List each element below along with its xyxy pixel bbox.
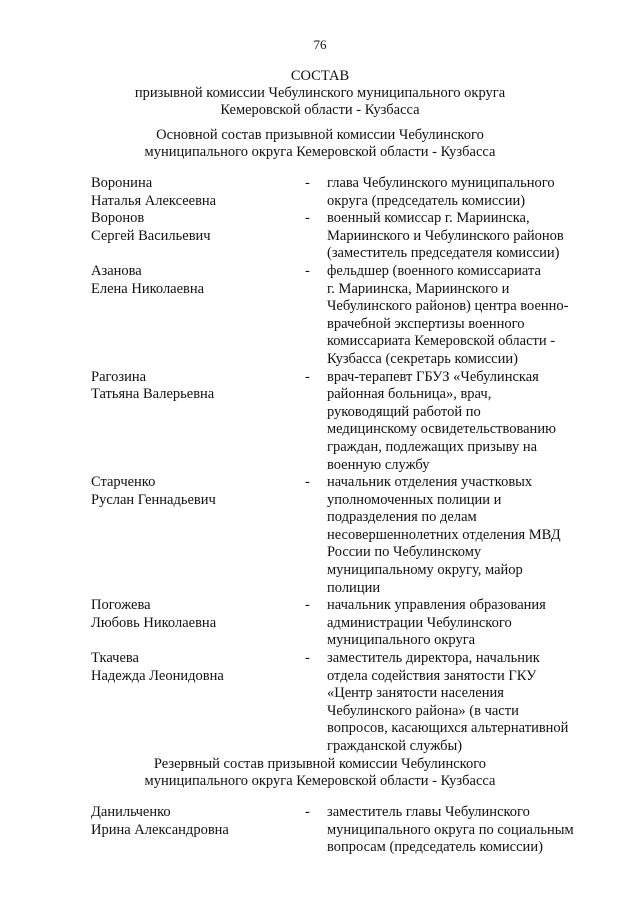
reserve-heading-line-2: муниципального округа Кемеровской области - Кузбасса: [144, 773, 496, 789]
member-role-line: врач-терапевт ГБУЗ «Чебулинская: [327, 368, 539, 385]
member-role-line: несовершеннолетних отделения МВД: [327, 526, 561, 543]
member-role-line: районная больница», врач,: [327, 386, 492, 403]
main-members-list: [91, 175, 591, 756]
reserve-section-heading: [0, 756, 640, 790]
member-entry: [91, 804, 591, 857]
member-surname: Старченко: [91, 474, 156, 491]
title-line-1: призывной комиссии Чебулинского муниципального округа: [134, 85, 506, 101]
member-name: [91, 474, 305, 597]
member-role: [327, 369, 589, 475]
member-role: [327, 263, 589, 369]
main-heading-line-2: муниципального округа Кемеровской области - Кузбасса: [144, 144, 496, 160]
member-surname: Данильченко: [91, 804, 171, 820]
member-role-line: медицинскому освидетельствованию: [327, 421, 556, 438]
member-entry: [91, 175, 591, 210]
member-role-line: военный комиссар г. Мариинска,: [327, 210, 530, 227]
member-role-line: муниципального округа по социальным: [327, 821, 574, 838]
member-given-names: Надежда Леонидовна: [91, 667, 224, 684]
member-dash: -: [305, 597, 310, 614]
member-name: [91, 650, 305, 756]
member-dash: -: [305, 474, 310, 491]
member-role-line: начальник управления образования: [327, 597, 546, 614]
member-role-line: Кузбасса (секретарь комиссии): [327, 350, 518, 367]
member-role-line: Чебулинского района» (в части: [327, 702, 519, 719]
member-role-line: Чебулинского районов) центра военно-: [327, 298, 569, 315]
member-name: [91, 263, 305, 369]
member-role-line: Мариинского и Чебулинского районов: [327, 227, 564, 244]
member-dash: -: [305, 804, 310, 820]
member-role: [327, 210, 589, 263]
member-entry: [91, 263, 591, 369]
member-surname: Погожева: [91, 597, 151, 614]
member-role-line: полиции: [327, 579, 381, 596]
title-heading: СОСТАВ: [290, 68, 350, 84]
member-role-line: вопросам (председатель комиссии): [327, 839, 543, 856]
member-role-line: г. Мариинска, Мариинского и: [327, 280, 510, 297]
reserve-members-list: [91, 804, 591, 857]
member-given-names: Сергей Васильевич: [91, 227, 211, 244]
main-heading-line-1: Основной состав призывной комиссии Чебулинского: [156, 127, 484, 143]
member-role-line: руководящий работой по: [327, 403, 481, 420]
member-given-names: Ирина Александровна: [91, 821, 229, 838]
member-role: [327, 804, 589, 857]
member-given-names: Елена Николаевна: [91, 280, 205, 297]
title-line-2: Кемеровской области - Кузбасса: [220, 102, 420, 118]
member-name: [91, 597, 305, 650]
member-given-names: Наталья Алексеевна: [91, 192, 217, 209]
page-number: 76: [313, 37, 327, 52]
member-surname: Ткачева: [91, 650, 139, 667]
member-dash: -: [305, 175, 310, 191]
member-role-line: заместитель директора, начальник: [327, 650, 540, 667]
member-role-line: (заместитель председателя комиссии): [327, 245, 560, 262]
member-surname: Азанова: [91, 262, 142, 279]
member-surname: Рагозина: [91, 368, 147, 385]
member-role-line: комиссариата Кемеровской области -: [327, 333, 556, 350]
member-dash: -: [305, 368, 310, 385]
member-surname: Воронина: [91, 175, 153, 191]
member-entry: [91, 474, 591, 597]
member-role: [327, 597, 589, 650]
member-role-line: фельдшер (военного комиссариата: [327, 262, 541, 279]
member-name: [91, 210, 305, 263]
member-role-line: администрации Чебулинского: [327, 614, 512, 631]
member-given-names: Руслан Геннадьевич: [91, 491, 216, 508]
member-name: [91, 369, 305, 475]
member-entry: [91, 210, 591, 263]
document-title: [0, 68, 640, 119]
member-role-line: заместитель главы Чебулинского: [327, 804, 530, 820]
member-surname: Воронов: [91, 210, 145, 227]
member-dash: -: [305, 210, 310, 227]
member-role-line: подразделения по делам: [327, 509, 477, 526]
main-section-heading: [0, 127, 640, 161]
member-name: [91, 175, 305, 210]
member-entry: [91, 369, 591, 475]
member-role-line: вопросов, касающихся альтернативной: [327, 720, 569, 737]
member-entry: [91, 597, 591, 650]
member-given-names: Любовь Николаевна: [91, 614, 217, 631]
member-role: [327, 650, 589, 756]
member-role-line: округа (председатель комиссии): [327, 192, 526, 209]
member-role-line: начальник отделения участковых: [327, 474, 533, 491]
reserve-heading-line-1: Резервный состав призывной комиссии Чебулинского: [153, 756, 487, 772]
member-role-line: военную службу: [327, 456, 430, 473]
member-role-line: «Центр занятости населения: [327, 685, 504, 702]
member-role-line: гражданской службы): [327, 738, 463, 754]
member-role-line: отдела содействия занятости ГКУ: [327, 667, 537, 684]
member-role: [327, 474, 589, 597]
member-role-line: врачебной экспертизы военного: [327, 315, 525, 332]
member-dash: -: [305, 650, 310, 667]
member-role-line: уполномоченных полиции и: [327, 491, 502, 508]
member-role-line: граждан, подлежащих призыву на: [327, 438, 538, 455]
member-role-line: глава Чебулинского муниципального: [327, 175, 555, 191]
member-role-line: России по Чебулинскому: [327, 544, 482, 561]
member-entry: [91, 650, 591, 756]
member-role-line: муниципальному округу, майор: [327, 562, 523, 579]
member-role-line: муниципального округа: [327, 632, 476, 649]
member-dash: -: [305, 262, 310, 279]
member-given-names: Татьяна Валерьевна: [91, 386, 215, 403]
member-name: [91, 804, 305, 857]
member-role: [327, 175, 589, 210]
